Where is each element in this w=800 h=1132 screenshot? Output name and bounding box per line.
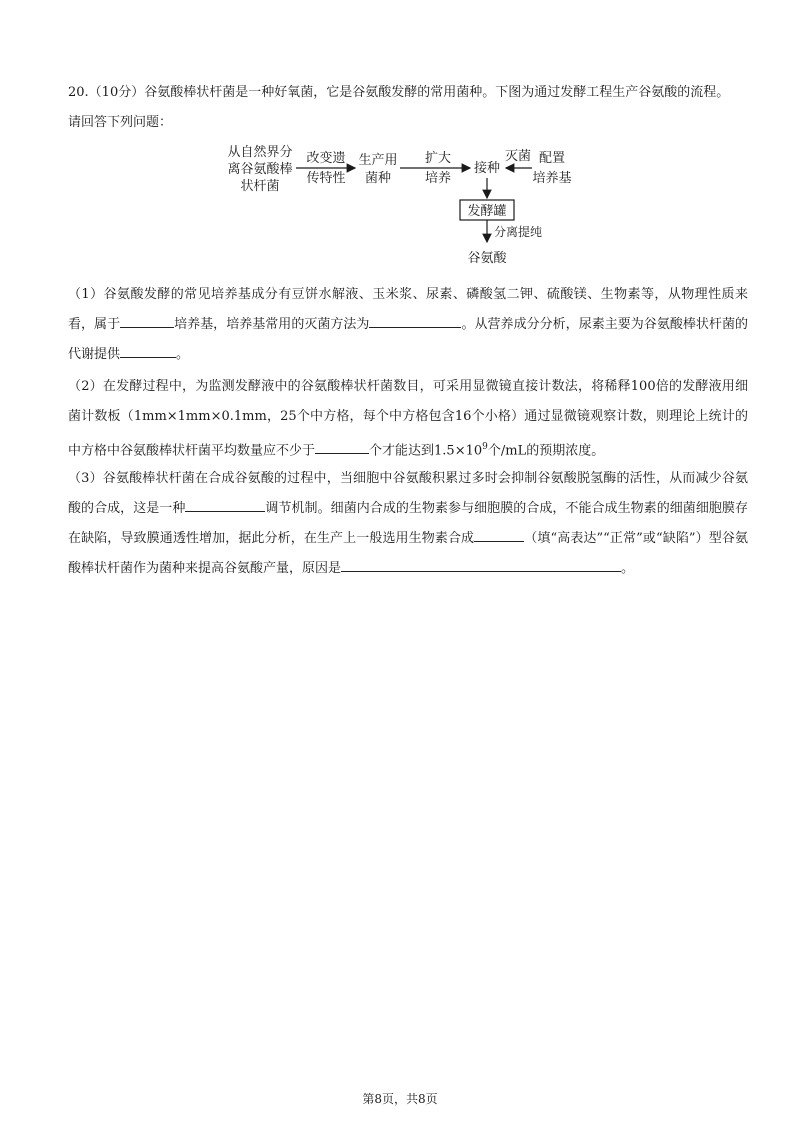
step1-label-line-2: 传特性 xyxy=(306,171,346,186)
part3-blank-1[interactable] xyxy=(185,497,265,512)
part2-text-c: 个/mL的预期浓度。 xyxy=(487,443,605,459)
part1-blank-3[interactable] xyxy=(120,343,176,358)
part1-text-b: 培养基，培养基常用的灭菌方法为 xyxy=(174,317,370,332)
part1-text-d: 。 xyxy=(176,347,190,362)
step3-label: 分离提纯 xyxy=(494,225,543,239)
part2-text-b: 个才能达到1.5×10 xyxy=(369,443,483,459)
part2-blank-1[interactable] xyxy=(315,439,369,454)
medium-line-2: 培养基 xyxy=(532,171,572,186)
strain-line-1: 生产用 xyxy=(358,153,398,168)
page-footer: 第8页，共8页 xyxy=(362,1092,438,1106)
part3-text-c: （填“高表达”“正常”或“缺陷”）型谷氨酸棒状杆菌作为菌种来提高谷氨酸产量，原因是 xyxy=(68,531,748,576)
part2-text-a: （2）在发酵过程中，为监测发酵液中的谷氨酸棒状杆菌数目，可采用显微镜直接计数法，将稀释100倍的发酵液用细菌计数板（1mm×1mm×0.1mm，25个中方格，每个中方格包含16个小格）通过显微镜观察计数，则理论上统计的中方格中谷氨酸棒状杆菌平均数量应不少于 xyxy=(68,379,748,459)
sterilize-label: 灭菌 xyxy=(504,149,532,164)
source-line-3: 状杆菌 xyxy=(240,179,280,194)
part3-text-d: 。 xyxy=(621,561,635,576)
question-header xyxy=(68,78,748,138)
step1-label-line-1: 改变遗 xyxy=(306,151,346,166)
part1-text-a: （1）谷氨酸发酵的常见培养基成分有豆饼水解液、玉米浆、尿素、磷酸氢二钾、硫酸镁、生物素等，从物理性质来看，属于 xyxy=(68,287,748,332)
part1-paragraph xyxy=(68,280,748,370)
step2-label-line-2: 培养 xyxy=(424,171,452,186)
part2-paragraph xyxy=(68,372,748,466)
part3-text-a: （3）谷氨酸棒状杆菌在合成谷氨酸的过程中，当细胞中谷氨酸积累过多时会抑制谷氨酸脱氢酶的活性，从而减少谷氨酸的合成，这是一种 xyxy=(68,471,748,516)
part1-blank-1[interactable] xyxy=(120,313,174,328)
part1-blank-2[interactable] xyxy=(369,313,461,328)
product-node: 谷氨酸 xyxy=(467,251,507,266)
source-line-1: 从自然界分 xyxy=(227,145,293,160)
part3-blank-3[interactable] xyxy=(341,557,621,572)
part3-blank-2[interactable] xyxy=(474,527,524,542)
step2-label-line-1: 扩大 xyxy=(424,151,452,166)
source-line-2: 离谷氨酸棒 xyxy=(227,162,293,177)
strain-line-2: 菌种 xyxy=(364,171,392,186)
process-flowchart xyxy=(0,138,800,273)
part1-text-c: 。从营养成分分析，尿素主要为谷氨酸棒状杆菌的代谢提供 xyxy=(68,317,748,362)
question-stem: 20.（10分）谷氨酸棒状杆菌是一种好氧菌，它是谷氨酸发酵的常用菌种。下图为通过发酵工程生产谷氨酸的流程。 xyxy=(68,85,730,100)
part2-exponent: 9 xyxy=(482,442,488,452)
part3-text-b: 调节机制。细菌内合成的生物素参与细胞膜的合成，不能合成生物素的细菌细胞膜存在缺陷，导致膜通透性增加，据此分析，在生产上一般选用生物素合成 xyxy=(68,501,748,546)
tank-node: 发酵罐 xyxy=(467,204,507,219)
part3-paragraph xyxy=(68,464,748,584)
medium-line-1: 配置 xyxy=(538,151,566,166)
inoculate-node: 接种 xyxy=(473,161,501,176)
question-prompt: 请回答下列问题： xyxy=(68,115,173,130)
